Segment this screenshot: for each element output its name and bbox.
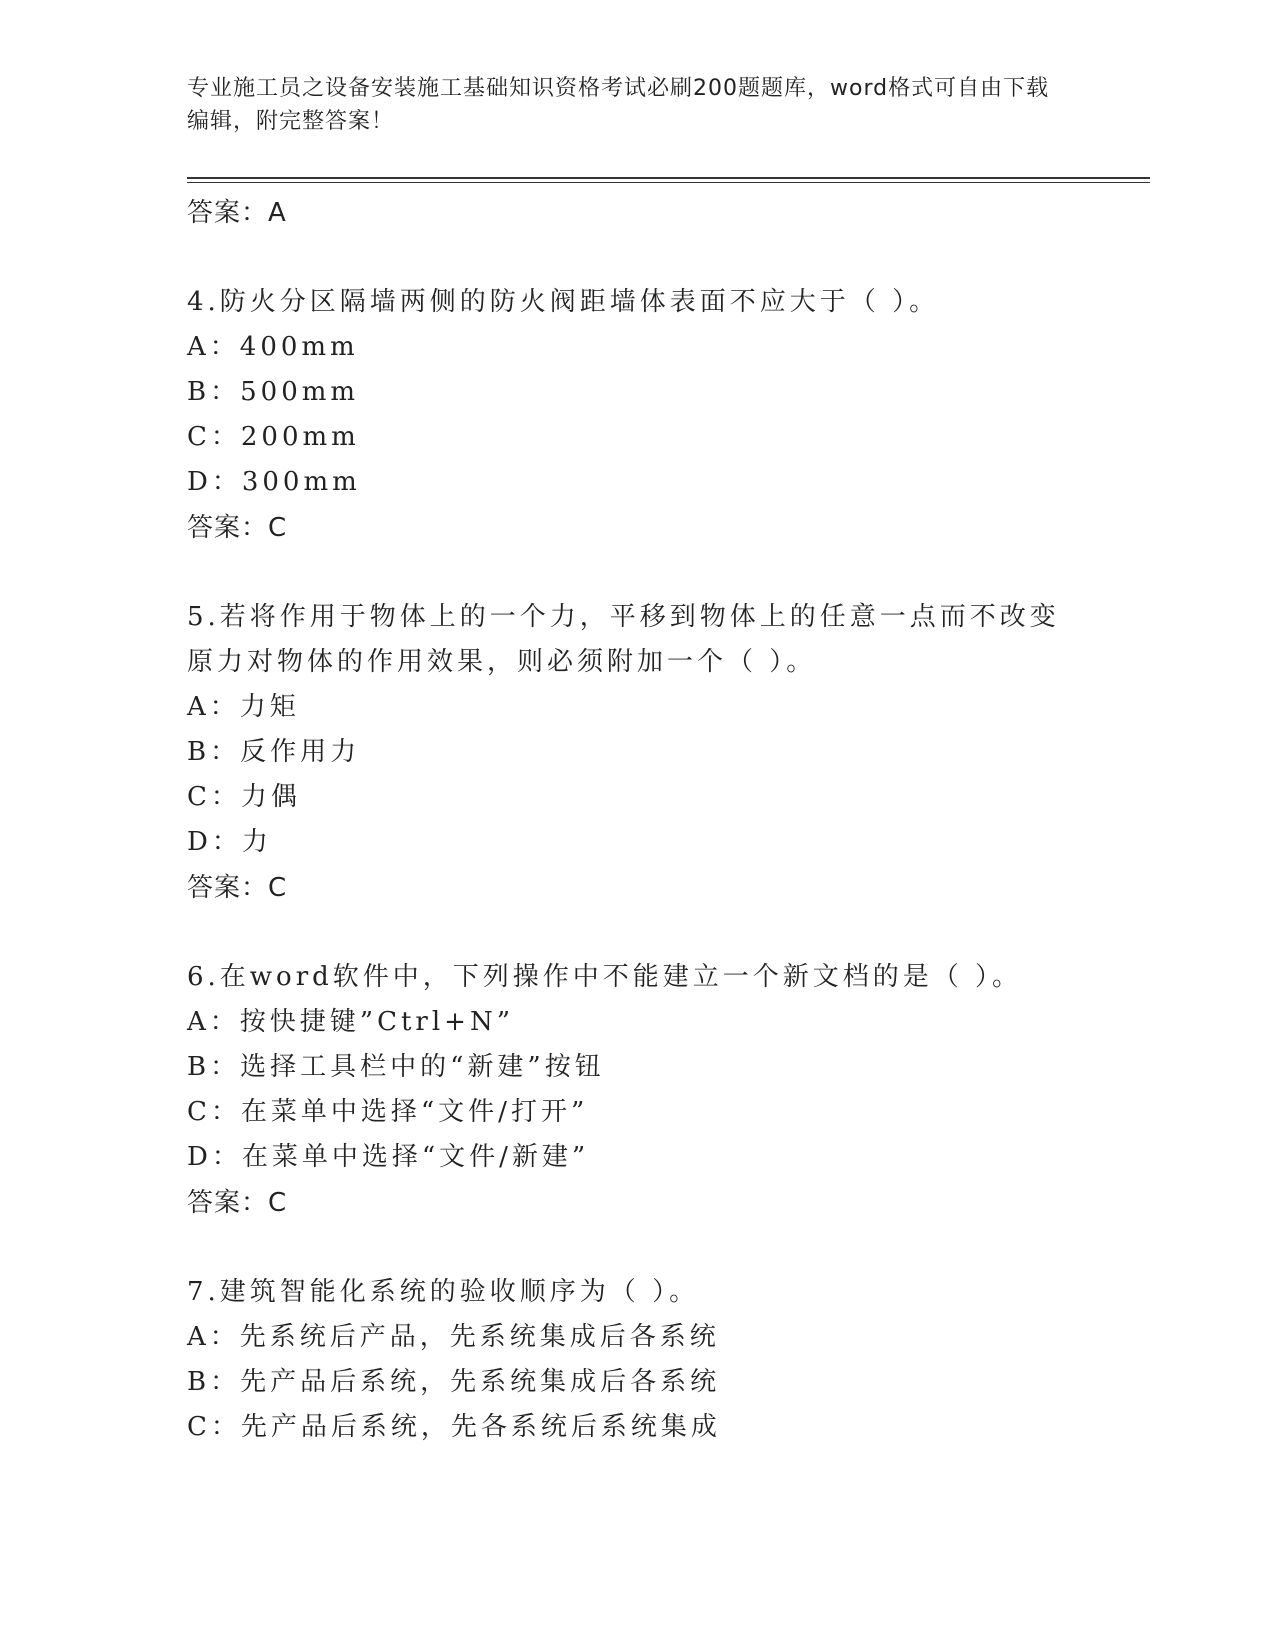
option-b: B：先产品后系统，先系统集成后各系统 [187, 1367, 721, 1397]
question-6 [187, 955, 1087, 1226]
option-a: A：400mm [187, 332, 359, 362]
option-c: C：200mm [187, 422, 360, 452]
option-a: A：力矩 [187, 692, 300, 722]
option-c: C：先产品后系统，先各系统后系统集成 [187, 1412, 721, 1442]
option-a: A：按快捷键”Ctrl+N” [187, 1007, 514, 1037]
question-5 [187, 595, 1087, 911]
question-4 [187, 280, 1087, 551]
answer-line: 答案：C [187, 873, 288, 903]
option-a: A：先系统后产品，先系统集成后各系统 [187, 1322, 720, 1352]
option-c: C：在菜单中选择“文件/打开” [187, 1097, 589, 1127]
option-b: B：选择工具栏中的“新建”按钮 [187, 1052, 605, 1082]
question-7 [187, 1270, 1087, 1450]
option-b: B：反作用力 [187, 737, 361, 767]
option-d: D：在菜单中选择“文件/新建” [187, 1142, 590, 1172]
document-header: 专业施工员之设备安装施工基础知识资格考试必刷200题题库，word格式可自由下载编辑，附完整答案！ [187, 76, 1050, 134]
option-c: C：力偶 [187, 782, 301, 812]
header-rule-thick [187, 177, 1150, 179]
option-d: D：300mm [187, 467, 361, 497]
answer-line: 答案：C [187, 513, 288, 543]
question-text: 7.建筑智能化系统的验收顺序为（ ）。 [187, 1277, 700, 1307]
question-text: 4.防火分区隔墙两侧的防火阀距墙体表面不应大于（ ）。 [187, 287, 940, 317]
option-b: B：500mm [187, 377, 360, 407]
document-body [187, 190, 1087, 1450]
option-d: D：力 [187, 827, 272, 857]
header-rule-thin [187, 182, 1150, 183]
answer-line: 答案：C [187, 1188, 288, 1218]
answer-line: 答案：A [187, 198, 287, 228]
question-text: 6.在word软件中，下列操作中不能建立一个新文档的是（ ）。 [187, 962, 1023, 992]
question-text: 5.若将作用于物体上的一个力，平移到物体上的任意一点而不改变原力对物体的作用效果，则必须附加一个（ ）。 [187, 602, 1060, 677]
